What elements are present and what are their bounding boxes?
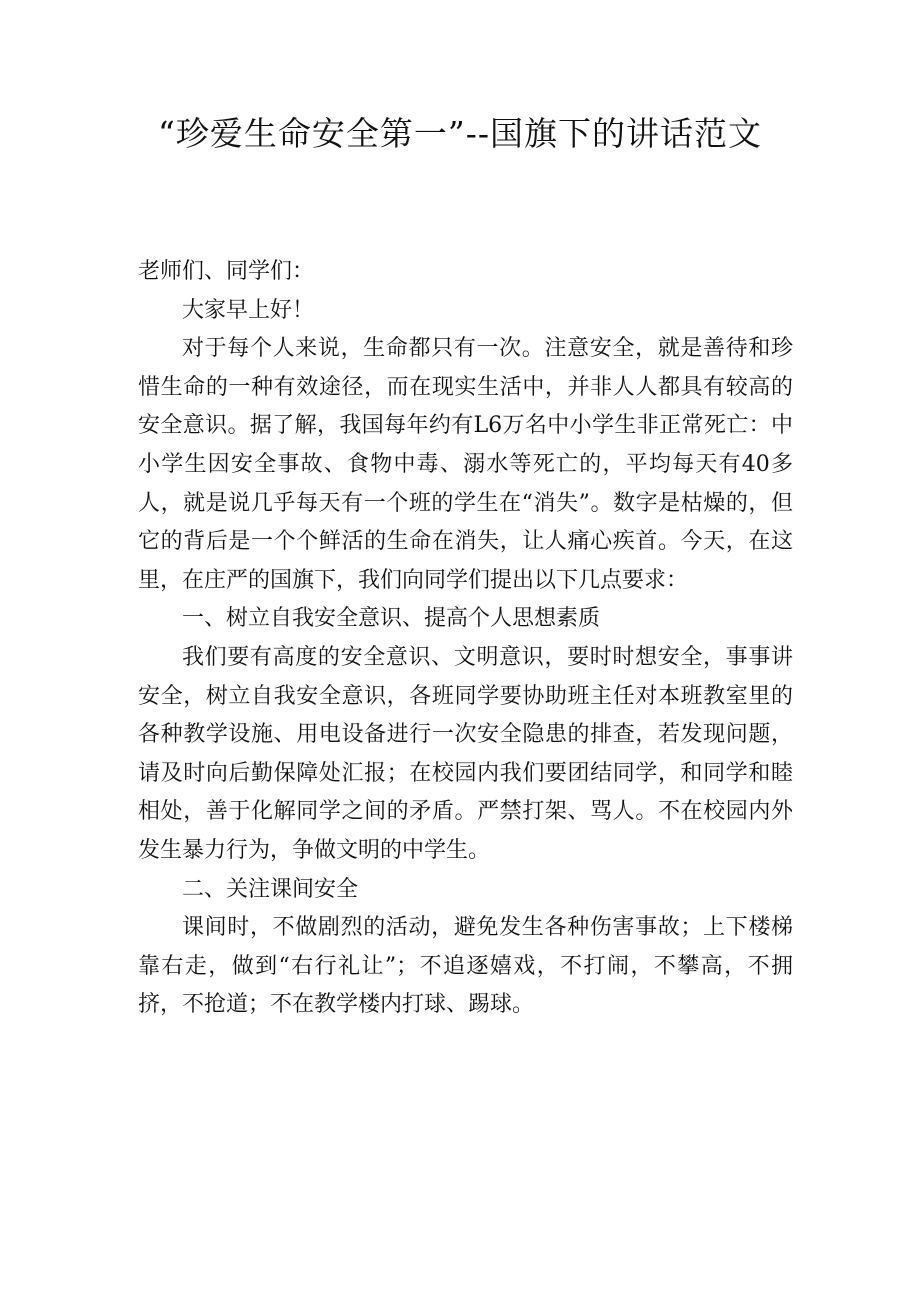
paragraph-intro: 对于每个人来说，生命都只有一次。注意安全，就是善待和珍惜生命的一种有效途径，而在现实生活中，并非人人都具有较高的安全意识。据了解，我国每年约有L6万名中小学生非正常死亡：中小学生因安全事故、食物中毒、溺水等死亡的，平均每天有40多人，就是说几乎每天有一个班的学生在“消失”。数字是枯燥的，但它的背后是一个个鲜活的生命在消失，让人痛心疾首。今天，在这里，在庄严的国旗下，我们向同学们提出以下几点要求： <box>138 336 793 593</box>
heading-point-two: 二、关注课间安全 <box>182 876 359 902</box>
document-body <box>138 253 793 1025</box>
document-title: “珍爱生命安全第一”--国旗下的讲话范文 <box>157 114 763 153</box>
heading-point-one: 一、树立自我安全意识、提高个人思想素质 <box>182 606 601 632</box>
salutation: 老师们、同学们： <box>138 259 315 284</box>
paragraph-point-one: 我们要有高度的安全意识、文明意识，要时时想安全，事事讲安全，树立自我安全意识，各班同学要协助班主任对本班教室里的各种教学设施、用电设备进行一次安全隐患的排查，若发现问题，请及时向后勤保障处汇报；在校园内我们要团结同学，和同学和睦相处，善于化解同学之间的矛盾。严禁打架、骂人。不在校园内外发生暴力行为，争做文明的中学生。 <box>138 644 793 863</box>
greeting: 大家早上好！ <box>182 297 315 323</box>
paragraph-point-two: 课间时，不做剧烈的活动，避免发生各种伤害事故；上下楼梯靠右走，做到“右行礼让”；不追逐嬉戏，不打闹，不攀高，不拥挤，不抢道；不在教学楼内打球、踢球。 <box>138 915 793 1018</box>
